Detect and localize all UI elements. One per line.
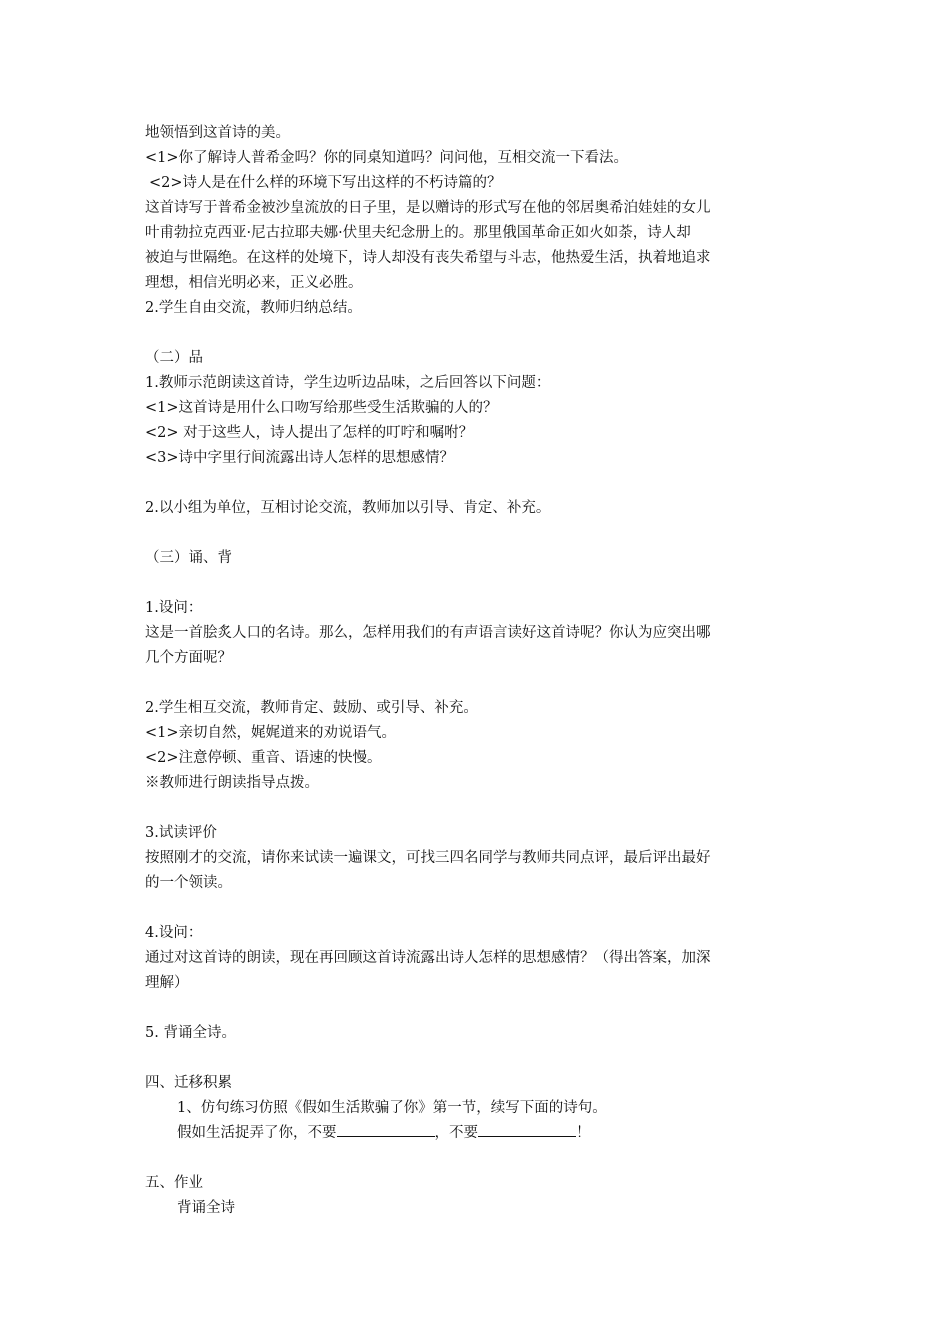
spacer [145, 1146, 810, 1171]
text-line: 2.学生相互交流，教师肯定、鼓励、或引导、补充。 [145, 700, 478, 716]
fill-in-line [145, 1121, 810, 1146]
spacer [145, 896, 810, 921]
text-line: 这首诗写于普希金被沙皇流放的日子里，是以赠诗的形式写在他的邻居奥希泊娃娃的女儿 [145, 200, 711, 216]
text-line: 地领悟到这首诗的美。 [145, 125, 290, 141]
text-line: 叶甫勃拉克西亚·尼古拉耶夫娜·伏里夫纪念册上的。那里俄国革命正如火如荼，诗人却 [145, 225, 691, 241]
text-line: 3.试读评价 [145, 825, 217, 841]
list-item: <1>亲切自然，娓娓道来的劝说语气。 [145, 725, 397, 741]
spacer [145, 1046, 810, 1071]
spacer [145, 571, 810, 596]
spacer [145, 671, 810, 696]
text-line: 按照刚才的交流，请你来试读一遍课文，可找三四名同学与教师共同点评，最后评出最好 [145, 850, 711, 866]
spacer [145, 521, 810, 546]
document-body [145, 121, 810, 1221]
text-line: 理想，相信光明必来，正义必胜。 [145, 275, 363, 291]
spacer [145, 321, 810, 346]
spacer [145, 796, 810, 821]
text-line: 5. 背诵全诗。 [145, 1025, 236, 1041]
text-line: 2.以小组为单位，互相讨论交流，教师加以引导、肯定、补充。 [145, 500, 551, 516]
text-line: 1.设问： [145, 600, 203, 616]
spacer [145, 471, 810, 496]
text-line: 理解） [145, 975, 189, 991]
text-line: 被迫与世隔绝。在这样的处境下，诗人却没有丧失希望与斗志，他热爱生活，执着地追求 [145, 250, 711, 266]
text-line: 1.教师示范朗读这首诗，学生边听边品味，之后回答以下问题： [145, 375, 551, 391]
text-line: 的一个领读。 [145, 875, 232, 891]
fill-in-blank [337, 1122, 435, 1137]
question-3: <3>诗中字里行间流露出诗人怎样的思想感情？ [145, 450, 455, 466]
text-line: 1、仿句练习仿照《假如生活欺骗了你》第一节，续写下面的诗句。 [177, 1100, 607, 1116]
text-line: 这是一首脍炙人口的名诗。那么，怎样用我们的有声语言读好这首诗呢？你认为应突出哪 [145, 625, 711, 641]
section-heading: （三）诵、背 [145, 550, 232, 566]
fill-in-middle: ，不要 [434, 1125, 478, 1141]
question-1: <1>你了解诗人普希金吗？你的同桌知道吗？问问他，互相交流一下看法。 [145, 150, 629, 166]
question-1: <1>这首诗是用什么口吻写给那些受生活欺骗的人的？ [145, 400, 498, 416]
question-2: <2>诗人是在什么样的环境下写出这样的不朽诗篇的？ [149, 175, 502, 191]
spacer [145, 996, 810, 1021]
text-line: 通过对这首诗的朗读，现在再回顾这首诗流露出诗人怎样的思想感情？（得出答案，加深 [145, 950, 711, 966]
text-line: 2.学生自由交流，教师归纳总结。 [145, 300, 362, 316]
text-line: 背诵全诗 [177, 1200, 235, 1216]
fill-in-blank [478, 1122, 576, 1137]
fill-in-suffix: ！ [576, 1125, 591, 1141]
text-line: 几个方面呢？ [145, 650, 232, 666]
section-heading: 四、迁移积累 [145, 1075, 232, 1091]
text-line: 4.设问： [145, 925, 203, 941]
section-heading: 五、作业 [145, 1175, 203, 1191]
section-heading: （二）品 [145, 350, 203, 366]
text-line: ※教师进行朗读指导点拨。 [145, 775, 319, 791]
fill-in-prefix: 假如生活捉弄了你，不要 [177, 1125, 337, 1141]
question-2: <2> 对于这些人，诗人提出了怎样的叮咛和嘱咐？ [145, 425, 474, 441]
list-item: <2>注意停顿、重音、语速的快慢。 [145, 750, 382, 766]
